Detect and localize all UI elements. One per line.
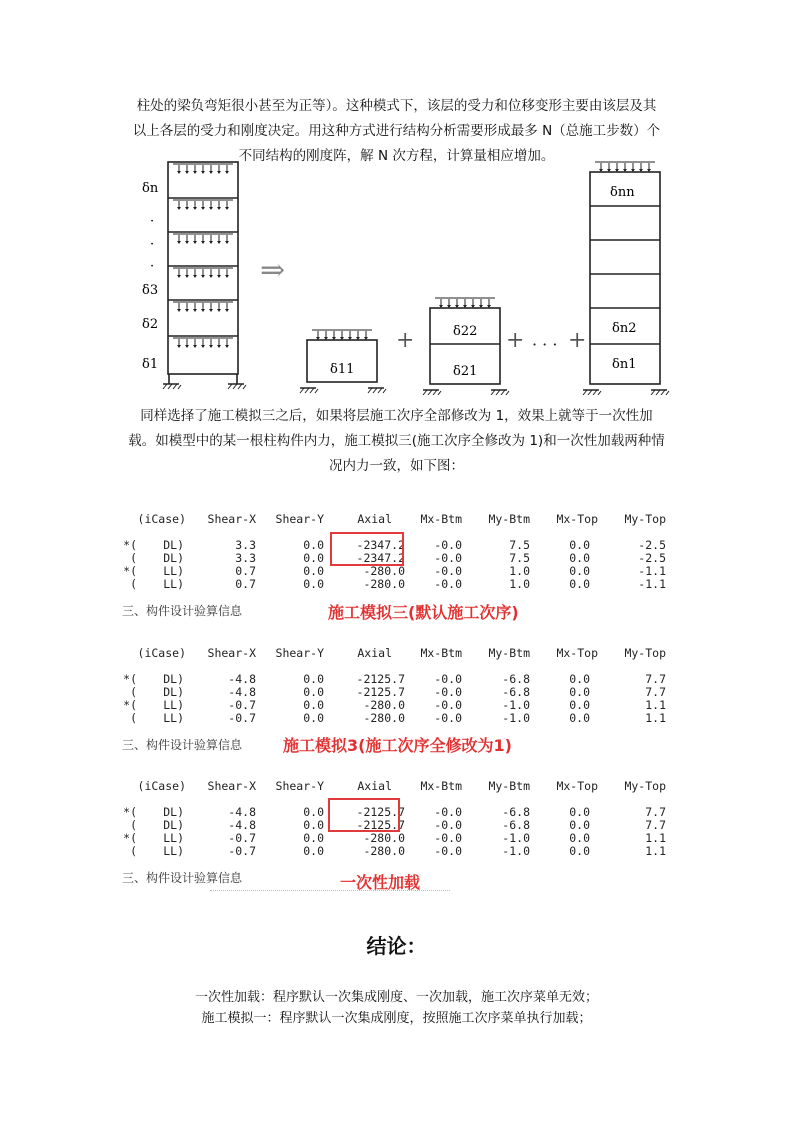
value-cell: -2.5 xyxy=(638,551,666,565)
frame-label: δ3 xyxy=(142,283,159,298)
value-cell: 1.0 xyxy=(509,577,530,591)
case-cell: ( xyxy=(130,577,137,591)
value-cell: 0.0 xyxy=(303,551,324,565)
dot: · xyxy=(150,214,155,229)
value-cell: -0.7 xyxy=(228,831,256,845)
value-cell: -0.0 xyxy=(434,564,462,578)
case-cell: ( xyxy=(130,844,137,858)
case-cell: DL) xyxy=(163,685,184,699)
value-cell: 0.0 xyxy=(569,685,590,699)
case-cell: DL) xyxy=(163,818,184,832)
dot: · xyxy=(150,237,155,252)
value-cell: 7.5 xyxy=(509,538,530,552)
section-heading: 三、构件设计验算信息 xyxy=(122,871,243,885)
case-cell: ( xyxy=(130,711,137,725)
value-cell: 3.3 xyxy=(235,551,256,565)
stage2-frame xyxy=(423,298,509,395)
value-cell: -4.8 xyxy=(228,805,256,819)
value-cell: -0.7 xyxy=(228,698,256,712)
value-cell: -2125.7 xyxy=(356,818,405,832)
intro-line: 不同结构的刚度阵，解 N 次方程，计算量相应增加。 xyxy=(238,148,555,164)
case-cell: LL) xyxy=(163,711,184,725)
case-cell: DL) xyxy=(163,672,184,686)
conclusion-line: 一次性加载：程序默认一次集成刚度、一次加载，施工次序菜单无效； xyxy=(194,990,598,1005)
value-cell: 0.0 xyxy=(303,698,324,712)
value-cell: -2125.7 xyxy=(356,672,405,686)
column-header: Mx-Top xyxy=(556,779,598,793)
value-cell: -6.8 xyxy=(502,685,530,699)
value-cell: 0.0 xyxy=(569,672,590,686)
case-cell: LL) xyxy=(163,698,184,712)
value-cell: 7.7 xyxy=(645,685,666,699)
case-cell: *( xyxy=(123,538,137,552)
value-cell: -280.0 xyxy=(363,698,405,712)
value-cell: 1.1 xyxy=(645,844,666,858)
value-cell: -4.8 xyxy=(228,672,256,686)
value-cell: -2125.7 xyxy=(356,805,405,819)
section-heading: 三、构件设计验算信息 xyxy=(122,604,243,618)
value-cell: -0.0 xyxy=(434,831,462,845)
result-label: 一次性加载 xyxy=(340,873,421,892)
column-header: Shear-X xyxy=(207,779,256,793)
column-header: Mx-Btm xyxy=(420,646,462,660)
dot: · xyxy=(150,259,155,274)
value-cell: 0.0 xyxy=(569,577,590,591)
cropped-line xyxy=(210,890,450,897)
section-heading: 三、构件设计验算信息 xyxy=(122,738,243,752)
stage-n-frame xyxy=(583,162,669,395)
value-cell: -280.0 xyxy=(363,844,405,858)
case-cell: ( xyxy=(130,818,137,832)
frame-label: δ1 xyxy=(142,357,159,372)
case-cell: *( xyxy=(123,672,137,686)
frame-label: δ22 xyxy=(453,324,478,339)
value-cell: -0.7 xyxy=(228,711,256,725)
case-cell: *( xyxy=(123,698,137,712)
column-header: (iCase) xyxy=(137,646,186,660)
middle-line: 同样选择了施工模拟三之后，如果将层施工次序全部修改为 1，效果上就等于一次性加 xyxy=(140,408,653,424)
column-header: Shear-X xyxy=(207,646,256,660)
column-header: Shear-Y xyxy=(275,779,324,793)
construction-stage-diagram xyxy=(130,160,675,395)
case-cell: DL) xyxy=(163,551,184,565)
case-cell: LL) xyxy=(163,844,184,858)
value-cell: 1.1 xyxy=(645,711,666,725)
plus-sign: + xyxy=(506,328,525,353)
case-cell: ( xyxy=(130,685,137,699)
value-cell: -0.0 xyxy=(434,551,462,565)
highlight-box xyxy=(330,532,404,566)
conclusion-line: 施工模拟一：程序默认一次集成刚度，按照施工次序菜单执行加载； xyxy=(201,1011,592,1026)
value-cell: 0.0 xyxy=(303,577,324,591)
value-cell: -1.0 xyxy=(502,831,530,845)
frame-label: δnn xyxy=(610,185,635,200)
value-cell: -0.0 xyxy=(434,685,462,699)
value-cell: 7.7 xyxy=(645,818,666,832)
value-cell: -6.8 xyxy=(502,818,530,832)
case-cell: *( xyxy=(123,805,137,819)
frame-label: δ2 xyxy=(142,317,159,332)
value-cell: -0.7 xyxy=(228,844,256,858)
column-header: Axial xyxy=(357,646,392,660)
column-header: My-Btm xyxy=(488,646,530,660)
value-cell: -6.8 xyxy=(502,805,530,819)
implies-arrow-icon: ⇒ xyxy=(260,253,286,288)
frame-label: δn xyxy=(142,181,159,196)
column-header: My-Top xyxy=(624,779,666,793)
value-cell: 0.0 xyxy=(569,818,590,832)
column-header: Shear-Y xyxy=(275,512,324,526)
value-cell: 0.0 xyxy=(303,564,324,578)
value-cell: -1.1 xyxy=(638,577,666,591)
column-header: My-Top xyxy=(624,646,666,660)
value-cell: 1.1 xyxy=(645,698,666,712)
column-header: Mx-Top xyxy=(556,646,598,660)
value-cell: -4.8 xyxy=(228,818,256,832)
middle-paragraph xyxy=(110,404,683,479)
frame-label: δ11 xyxy=(330,362,355,377)
column-header: Axial xyxy=(357,779,392,793)
plus-sign: + xyxy=(568,328,587,353)
value-cell: 0.0 xyxy=(569,711,590,725)
value-cell: -4.8 xyxy=(228,685,256,699)
frame-label: δ21 xyxy=(453,364,478,379)
value-cell: -0.0 xyxy=(434,577,462,591)
middle-line: 况内力一致，如下图： xyxy=(329,458,464,474)
column-header: My-Btm xyxy=(488,512,530,526)
value-cell: -280.0 xyxy=(363,577,405,591)
column-header: Shear-X xyxy=(207,512,256,526)
value-cell: 0.0 xyxy=(569,844,590,858)
result-label: 施工模拟三(默认施工次序) xyxy=(328,603,519,622)
value-cell: -280.0 xyxy=(363,831,405,845)
column-header: Axial xyxy=(357,512,392,526)
value-cell: -2.5 xyxy=(638,538,666,552)
value-cell: -1.1 xyxy=(638,564,666,578)
value-cell: 7.5 xyxy=(509,551,530,565)
value-cell: 0.0 xyxy=(569,551,590,565)
value-cell: -2347.2 xyxy=(356,551,405,565)
value-cell: -2347.2 xyxy=(356,538,405,552)
value-cell: -0.0 xyxy=(434,818,462,832)
value-cell: 0.0 xyxy=(303,711,324,725)
value-cell: 0.0 xyxy=(303,844,324,858)
column-header: (iCase) xyxy=(137,779,186,793)
value-cell: 7.7 xyxy=(645,672,666,686)
case-cell: LL) xyxy=(163,564,184,578)
intro-line: 柱处的梁负弯矩很小甚至为正等）。这种模式下，该层的受力和位移变形主要由该层及其 xyxy=(136,98,657,114)
value-cell: -2125.7 xyxy=(356,685,405,699)
ellipsis: · · · xyxy=(532,335,558,354)
value-cell: -1.0 xyxy=(502,711,530,725)
case-cell: *( xyxy=(123,831,137,845)
conclusion-title: 结论： xyxy=(366,934,427,958)
stage1-frame xyxy=(300,330,386,393)
left-full-frame xyxy=(142,162,246,389)
case-cell: LL) xyxy=(163,577,184,591)
middle-line: 载。如模型中的某一根柱构件内力，施工模拟三(施工次序全修改为 1)和一次性加载两种情 xyxy=(128,433,665,449)
case-cell: DL) xyxy=(163,805,184,819)
column-header: Mx-Top xyxy=(556,512,598,526)
column-header: My-Btm xyxy=(488,779,530,793)
value-cell: 0.0 xyxy=(569,698,590,712)
value-cell: -6.8 xyxy=(502,672,530,686)
frame-label: δn1 xyxy=(612,357,637,372)
value-cell: -1.0 xyxy=(502,844,530,858)
value-cell: -0.0 xyxy=(434,844,462,858)
value-cell: 7.7 xyxy=(645,805,666,819)
value-cell: -280.0 xyxy=(363,564,405,578)
value-cell: -0.0 xyxy=(434,805,462,819)
value-cell: 0.0 xyxy=(303,831,324,845)
value-cell: 0.7 xyxy=(235,564,256,578)
value-cell: 1.0 xyxy=(509,564,530,578)
case-cell: *( xyxy=(123,564,137,578)
column-header: (iCase) xyxy=(137,512,186,526)
highlight-box xyxy=(328,798,400,832)
result-label: 施工模拟3(施工次序全修改为1) xyxy=(283,736,512,755)
plus-sign: + xyxy=(396,328,415,353)
case-cell: DL) xyxy=(163,538,184,552)
intro-line: 以上各层的受力和刚度决定。用这种方式进行结构分析需要形成最多 N（总施工步数）个 xyxy=(132,123,661,139)
column-header: My-Top xyxy=(624,512,666,526)
value-cell: -0.0 xyxy=(434,711,462,725)
column-header: Shear-Y xyxy=(275,646,324,660)
value-cell: -0.0 xyxy=(434,672,462,686)
value-cell: 1.1 xyxy=(645,831,666,845)
value-cell: 0.0 xyxy=(569,564,590,578)
case-cell: LL) xyxy=(163,831,184,845)
value-cell: 0.0 xyxy=(303,805,324,819)
frame-label: δn2 xyxy=(612,321,637,336)
value-cell: -1.0 xyxy=(502,698,530,712)
value-cell: 0.0 xyxy=(569,805,590,819)
column-header: Mx-Btm xyxy=(420,779,462,793)
value-cell: 3.3 xyxy=(235,538,256,552)
value-cell: -0.0 xyxy=(434,538,462,552)
column-header: Mx-Btm xyxy=(420,512,462,526)
intro-paragraph xyxy=(110,94,683,169)
value-cell: -280.0 xyxy=(363,711,405,725)
case-cell: ( xyxy=(130,551,137,565)
value-cell: -0.0 xyxy=(434,698,462,712)
value-cell: 0.0 xyxy=(303,538,324,552)
value-cell: 0.0 xyxy=(303,672,324,686)
value-cell: 0.0 xyxy=(569,538,590,552)
value-cell: 0.0 xyxy=(303,685,324,699)
value-cell: 0.0 xyxy=(303,818,324,832)
value-cell: 0.7 xyxy=(235,577,256,591)
value-cell: 0.0 xyxy=(569,831,590,845)
